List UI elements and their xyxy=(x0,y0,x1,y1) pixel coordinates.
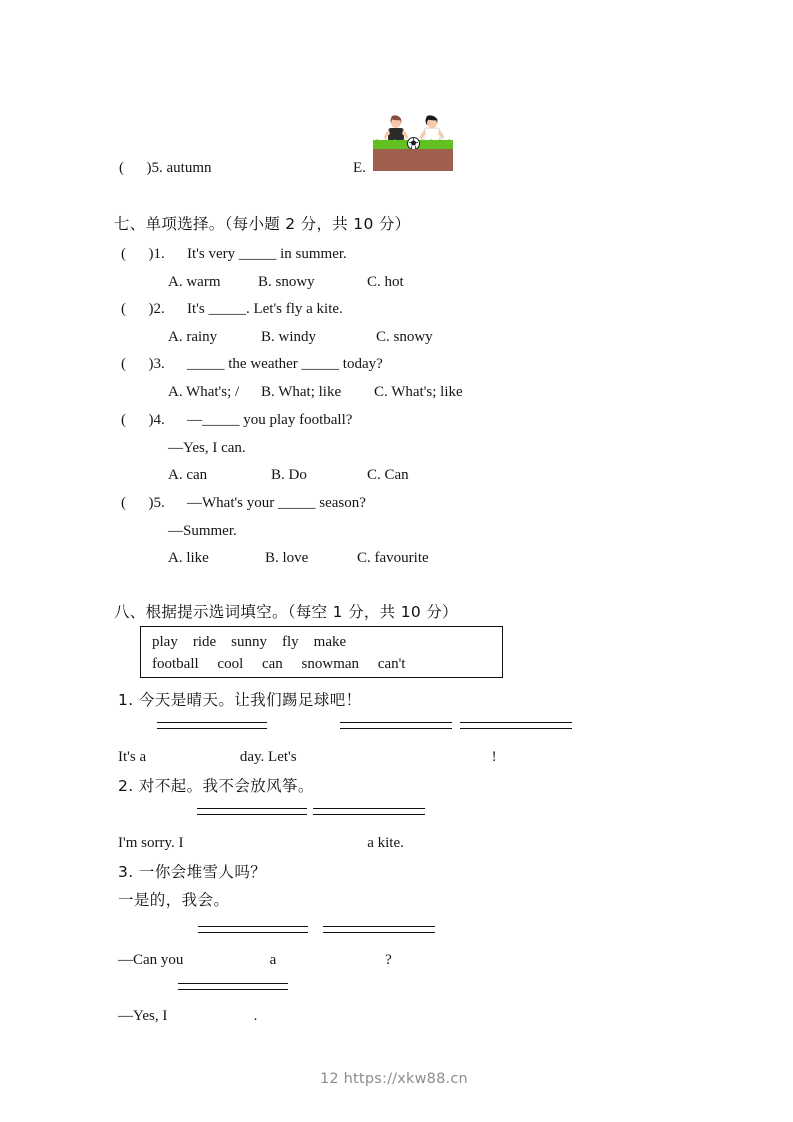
children-playing-football-illustration xyxy=(373,111,453,171)
matching-item-5: ( )5. autumn xyxy=(119,160,212,176)
question-5-stem: —What's your _____ season? xyxy=(187,495,366,511)
question-3-stem: _____ the weather _____ today? xyxy=(187,356,383,372)
word-bank-box xyxy=(140,626,503,678)
fill-item-1-blank-2[interactable] xyxy=(340,722,452,729)
question-2-option-c[interactable]: C. snowy xyxy=(376,329,433,345)
fill-item-2-answer-line: I'm sorry. I a kite. xyxy=(118,835,404,851)
fill-item-3-answer-line-2: —Yes, I . xyxy=(118,1008,258,1024)
question-3-bracket[interactable]: ( )3. xyxy=(121,356,165,372)
option-label-e: E. xyxy=(353,160,366,176)
question-5-stem-line2: —Summer. xyxy=(168,523,237,539)
fill-item-1-blank-3[interactable] xyxy=(460,722,572,729)
question-3-option-c[interactable]: C. What's; like xyxy=(374,384,463,400)
question-4-option-b[interactable]: B. Do xyxy=(271,467,307,483)
word-bank-row-1: play ride sunny fly make xyxy=(152,634,347,650)
section-seven-heading: 七、单项选择。（每小题 2 分，共 10 分） xyxy=(114,215,411,233)
fill-item-2-prompt: 2. 对不起。我不会放风筝。 xyxy=(118,777,314,795)
question-5-option-a[interactable]: A. like xyxy=(168,550,209,566)
question-3-option-b[interactable]: B. What; like xyxy=(261,384,342,400)
question-4-option-a[interactable]: A. can xyxy=(168,467,208,483)
question-2-bracket[interactable]: ( )2. xyxy=(121,301,165,317)
fill-item-1-blank-1[interactable] xyxy=(157,722,267,729)
fill-item-3-prompt-line1: 3. 一你会堆雪人吗？ xyxy=(118,863,267,881)
question-2-option-a[interactable]: A. rainy xyxy=(168,329,218,345)
question-4-stem-line2: —Yes, I can. xyxy=(168,440,246,456)
question-1-bracket[interactable]: ( )1. xyxy=(121,246,165,262)
question-2-stem: It's _____. Let's fly a kite. xyxy=(187,301,343,317)
word-bank-row-2: football cool can snowman can't xyxy=(152,656,406,672)
fill-item-3-blank-3[interactable] xyxy=(178,983,288,990)
fill-item-3-answer-line-1: —Can you a ? xyxy=(118,952,392,968)
question-4-option-c[interactable]: C. Can xyxy=(367,467,409,483)
question-2-option-b[interactable]: B. windy xyxy=(261,329,317,345)
question-3-option-a[interactable]: A. What's; / xyxy=(168,384,240,400)
fill-item-3-blank-1[interactable] xyxy=(198,926,308,933)
fill-item-1-prompt: 1. 今天是晴天。让我们踢足球吧！ xyxy=(118,691,362,709)
fill-item-3-prompt-line2: 一是的，我会。 xyxy=(118,891,230,909)
question-5-option-b[interactable]: B. love xyxy=(265,550,309,566)
fill-item-2-blank-1[interactable] xyxy=(197,808,307,815)
question-5-option-c[interactable]: C. favourite xyxy=(357,550,429,566)
question-5-bracket[interactable]: ( )5. xyxy=(121,495,165,511)
page-footer-watermark: 12 https://xkw88.cn xyxy=(320,1071,468,1087)
question-1-option-c[interactable]: C. hot xyxy=(367,274,404,290)
question-1-option-b[interactable]: B. snowy xyxy=(258,274,315,290)
question-4-stem: —_____ you play football? xyxy=(187,412,353,428)
question-1-option-a[interactable]: A. warm xyxy=(168,274,221,290)
fill-item-3-blank-2[interactable] xyxy=(323,926,435,933)
illustration-ground xyxy=(373,149,453,171)
section-eight-heading: 八、根据提示选词填空。（每空 1 分，共 10 分） xyxy=(114,603,458,621)
fill-item-2-blank-2[interactable] xyxy=(313,808,425,815)
question-1-stem: It's very _____ in summer. xyxy=(187,246,347,262)
fill-item-1-answer-line: It's a day. Let's ! xyxy=(118,749,497,765)
question-4-bracket[interactable]: ( )4. xyxy=(121,412,165,428)
